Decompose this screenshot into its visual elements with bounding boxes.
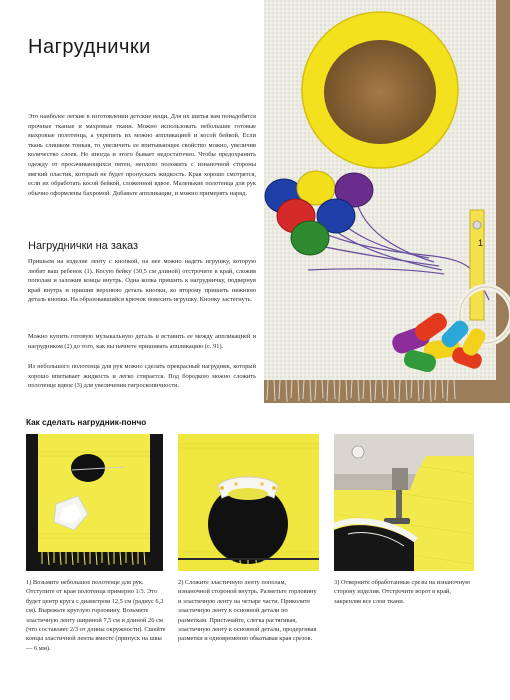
page-title: Нагруднички — [28, 36, 151, 58]
bib-main-illustration — [264, 0, 510, 403]
step1-illustration — [26, 434, 163, 571]
section1-paragraph-1: Пришьем на изделие ленту с кнопкой, на нее можно надеть игрушку, которую любит ваш ребенок (1). Косую бейку (30,5 см длиной) отстрочите в край, сложив пополам и заложив концы внутрь. Одна копка пришить к нагрудничку, подвернув край внутрь и пришив верхнюю деталь кнопки, ко второму пришить нижнюю деталь кнопки. На образовавшийся крючок повесить игрушку. Кнопку застегнуть. — [28, 258, 256, 304]
section1-paragraph-2: Можно купить готовую музыкальную деталь и вставить ее между аппликацией и нагрудником (2) до того, как вы начнете пришивать аппликацию (с. 91). — [28, 333, 256, 350]
step2-illustration — [178, 434, 319, 571]
figure-label-1: 1 — [478, 238, 484, 248]
step3-illustration — [334, 434, 474, 571]
bib-main-photo — [264, 0, 510, 403]
step1-caption: 1) Возьмите небольшое полотенце для рук. Отступите от края полотенца примерно 1/3. Это будет центр круга с диаметром 12,5 см (радиус 6,2 см). Вырежьте круглую горловину. Возьмите эластичную ленту шириной 7,5 см и длиной 26 см (что составляет 2/3 от длины окружности). Сшейте концы эластичной ленты вместе (припуск на швы — 6 мм). — [26, 579, 166, 652]
step1-photo — [26, 434, 163, 571]
step3-photo — [334, 434, 474, 571]
step2-caption: 2) Сложите эластичную ленту пополам, изнаночной стороной внутрь. Разметьте горловину и эластичную ленту на четыре части. Приколите эластичную ленту к основной детали по разметкам. Пристачайте, слегка растягивая, эластичную ленту к основной детали, продергивая разметки и одновременно обкатывая края срезов. — [178, 579, 317, 643]
section1-paragraph-3: Из небольшого полотенца для рук можно сделать прекрасный нагрудник, который хорошо впитывает жидкость и легко стирается. Под бородкою можно сложить полотенце вдвое (3) для увеличения гигроскопичности. — [28, 363, 256, 390]
step2-photo — [178, 434, 319, 571]
step3-caption: 3) Отверните обработанные срезы на изнаночную сторону изделия. Отстрочите ворот в край, закрепляя все слои ткани. — [334, 579, 470, 605]
intro-paragraph: Это наиболее легкие в изготовлении детские вещи. Для их шитья вам понадобятся прочные тканые и махровые ткани. Можно использовать небольшие готовые махровые полотенца, а укрепить их можно аппликацией и косой бейкой. Если ткань слишком тонкая, то увеличить ее впитывающее свойство можно, увеличив количество слоев. Но иногда и этого бывает недостаточно. Чтобы предохранить одежду от просачивающихся пятен, неплохо положить с изнаночной стороны мягкий пластик, который не будет пропускать жидкость. Края хорошо смотрятся, если их обработать косой бейкой, сложенной вдвое. Маленькие полотенца для рук обычно оформлены бахромой. Добавьте аппликации, и можно примерять наряд. — [28, 113, 256, 197]
section-heading-custom-bibs: Нагруднички на заказ — [28, 240, 139, 252]
section-heading-poncho-bib: Как сделать нагрудник-пончо — [26, 418, 147, 427]
